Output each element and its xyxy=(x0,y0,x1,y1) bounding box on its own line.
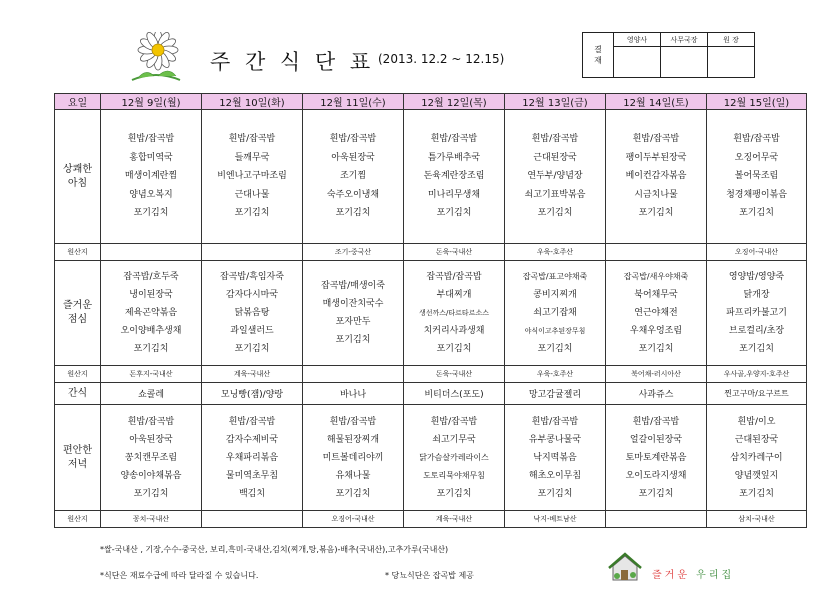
menu-item: 포기김치 xyxy=(436,488,472,499)
day-header: 12월 11일(수) xyxy=(303,94,404,110)
snack-row xyxy=(55,383,807,405)
origin-cell: 돈육-국내산 xyxy=(404,244,505,261)
house-logo-icon xyxy=(605,550,645,584)
meal-label-line: 편안한 xyxy=(63,444,92,456)
menu-item: 냉이된장국 xyxy=(129,290,173,300)
menu-item: 포기김치 xyxy=(234,208,270,219)
menu-item: 돈육계란장조림 xyxy=(423,171,485,182)
menu-item: 근대나물 xyxy=(234,189,270,200)
origin-cell xyxy=(202,244,303,261)
menu-item: 감자다시마국 xyxy=(225,290,279,300)
day-header-row xyxy=(55,94,807,110)
menu-item: 꽁치캔무조림 xyxy=(124,452,178,463)
origin-cell: 돈후지-국내산 xyxy=(101,366,202,383)
menu-item: 도토리묵야채무침 xyxy=(423,470,485,480)
weekly-menu-table xyxy=(54,93,807,528)
menu-item: 부대찌개 xyxy=(436,290,472,300)
menu-item: 포기김치 xyxy=(739,344,774,354)
menu-item: 포기김치 xyxy=(739,208,774,219)
daisy-flower-icon xyxy=(128,32,184,84)
menu-item: 시금치나물 xyxy=(634,189,678,200)
dinner-cell xyxy=(303,405,404,511)
lunch-row xyxy=(55,261,807,366)
menu-item: 틈가루배추국 xyxy=(427,152,481,163)
menu-item: 흰밥/잡곡밥 xyxy=(430,134,478,145)
menu-item: 치커리사과생채 xyxy=(423,326,485,336)
lunch-cell xyxy=(707,261,807,366)
origin-cell: 조기-중국산 xyxy=(303,244,404,261)
origin-cell: 우육-호주산 xyxy=(505,366,606,383)
menu-item: 포기김치 xyxy=(234,344,270,354)
menu-item: 삼치카레구이 xyxy=(730,452,783,463)
menu-item: 흰밥/잡곡밥 xyxy=(531,416,579,427)
menu-item: 콩비지찌개 xyxy=(533,290,577,300)
breakfast-cell xyxy=(101,110,202,244)
menu-item: 흰밥/잡곡밥 xyxy=(329,134,377,145)
menu-item: 감자수제비국 xyxy=(225,434,279,445)
menu-item: 흰밥/잡곡밥 xyxy=(228,134,276,145)
page-title: 주 간 식 단 표 xyxy=(210,50,375,74)
origin-cell: 계육-국내산 xyxy=(202,366,303,383)
origin-cell xyxy=(202,511,303,528)
meal-label-line: 상쾌한 xyxy=(63,163,92,175)
menu-item: 양송이야채볶음 xyxy=(120,470,182,481)
menu-item: 아욱된장국 xyxy=(129,434,173,445)
origin-cell xyxy=(303,366,404,383)
origin-label: 원산지 xyxy=(55,511,101,528)
day-header: 12월 12일(목) xyxy=(404,94,505,110)
menu-item: 포기김치 xyxy=(133,344,169,354)
lunch-cell xyxy=(303,261,404,366)
menu-item: 포기김치 xyxy=(537,488,573,499)
snack-cell: 바나나 xyxy=(303,383,404,405)
day-header: 12월 14일(토) xyxy=(606,94,707,110)
menu-item: 포기김치 xyxy=(739,488,774,499)
day-header: 12월 9일(월) xyxy=(101,94,202,110)
dinner-cell xyxy=(202,405,303,511)
origin-cell: 우육-호주산 xyxy=(505,244,606,261)
lunch-cell xyxy=(101,261,202,366)
origin-cell: 낙지-베트남산 xyxy=(505,511,606,528)
meal-label-lunch xyxy=(55,261,101,366)
menu-item: 유부콩나물국 xyxy=(528,434,582,445)
menu-item: 포기김치 xyxy=(537,344,573,354)
menu-item: 잡곡밥/흑임자죽 xyxy=(220,272,284,282)
origin-cell: 오징어-국내산 xyxy=(303,511,404,528)
menu-item: 미나리무생채 xyxy=(427,189,481,200)
origin-cell: 계육-국내산 xyxy=(404,511,505,528)
menu-item: 연근야채전 xyxy=(634,308,678,318)
menu-item: 파프리카불고기 xyxy=(726,308,787,318)
snack-cell: 찐고구마/요구르트 xyxy=(707,383,807,405)
lunch-cell xyxy=(505,261,606,366)
day-header: 12월 13일(금) xyxy=(505,94,606,110)
menu-item: 홍합미역국 xyxy=(129,152,173,163)
dinner-cell xyxy=(505,405,606,511)
footnote-diabetic: * 당뇨식단은 잡곡밥 제공 xyxy=(385,571,474,580)
origin-cell: 우사골,우양지-호주산 xyxy=(707,366,807,383)
breakfast-cell xyxy=(505,110,606,244)
menu-item: 흰밥/잡곡밥 xyxy=(329,416,377,427)
menu-item: 청경채팽이볶음 xyxy=(726,189,787,200)
menu-item: 제육곤약볶음 xyxy=(124,308,178,318)
logo-text xyxy=(652,566,734,581)
breakfast-cell xyxy=(303,110,404,244)
menu-item: 흰밥/잡곡밥 xyxy=(632,416,680,427)
dinner-origin-row xyxy=(55,511,807,528)
breakfast-origin-row xyxy=(55,244,807,261)
breakfast-cell xyxy=(202,110,303,244)
menu-item: 포기김치 xyxy=(335,335,371,345)
dinner-cell xyxy=(707,405,807,511)
menu-item: 베이컨감자볶음 xyxy=(625,171,687,182)
origin-cell xyxy=(606,511,707,528)
menu-item: 잡곡밥/흐두죽 xyxy=(123,272,179,282)
footnote-supply: *식단은 재료수급에 따라 달라질 수 있습니다. xyxy=(100,571,259,580)
approval-role-director: 원 장 xyxy=(708,33,755,47)
approval-label-top: 결 xyxy=(594,45,602,54)
meal-label-line: 즐거운 xyxy=(63,300,92,311)
snack-cell: 망고감귤젤리 xyxy=(505,383,606,405)
menu-item: 비엔나고구마조림 xyxy=(217,171,287,182)
menu-item: 매생이계란찜 xyxy=(124,171,178,182)
menu-item: 매생이잔치국수 xyxy=(322,299,384,309)
approval-role-manager: 사무국장 xyxy=(661,33,708,47)
menu-item: 닭볶음탕 xyxy=(234,308,270,318)
menu-item: 영양밥/영양죽 xyxy=(728,272,785,282)
menu-item: 포기김치 xyxy=(436,208,472,219)
menu-item: 포기김치 xyxy=(638,488,674,499)
menu-item: 유채나물 xyxy=(335,470,371,481)
origin-cell xyxy=(606,244,707,261)
approval-sign-dietitian xyxy=(614,47,661,78)
dinner-cell xyxy=(606,405,707,511)
approval-sign-manager xyxy=(661,47,708,78)
approval-label xyxy=(583,33,614,78)
menu-item: 물미역초무침 xyxy=(225,470,279,481)
menu-item: 흰밥/잡곡밥 xyxy=(531,134,579,145)
menu-item: 과일샐러드 xyxy=(230,326,274,336)
origin-cell xyxy=(101,244,202,261)
breakfast-cell xyxy=(606,110,707,244)
menu-item: 쇠고기표박볶음 xyxy=(524,189,586,200)
date-period: (2013. 12.2 ~ 12.15) xyxy=(378,52,505,66)
menu-item: 포기김치 xyxy=(133,488,169,499)
menu-item: 잡곡밥/표고야채죽 xyxy=(522,272,588,281)
page-header xyxy=(0,0,835,92)
approval-sign-director xyxy=(708,47,755,78)
menu-item: 잡곡밥/매생이죽 xyxy=(321,281,385,291)
meal-label-dinner xyxy=(55,405,101,511)
menu-item: 조기찜 xyxy=(339,171,367,182)
menu-item: 볼어묵조림 xyxy=(734,171,779,182)
menu-item: 브로컬리/초장 xyxy=(728,326,785,336)
snack-cell: 사과쥬스 xyxy=(606,383,707,405)
menu-item: 근대된장국 xyxy=(533,152,577,163)
lunch-cell xyxy=(202,261,303,366)
menu-item: 흰밥/잡곡밥 xyxy=(632,134,680,145)
menu-item: 포기김치 xyxy=(537,208,573,219)
menu-item: 팽이두부된장국 xyxy=(625,152,687,163)
dinner-cell xyxy=(101,405,202,511)
menu-item: 근대된장국 xyxy=(734,434,779,445)
corner-header: 요일 xyxy=(55,94,101,110)
menu-item: 북어채무국 xyxy=(634,290,678,300)
snack-cell: 모닝빵(잼)/양랑 xyxy=(202,383,303,405)
menu-item: 낙지떡볶음 xyxy=(533,452,577,463)
menu-item: 양념오복지 xyxy=(129,189,173,200)
approval-role-dietitian: 영양사 xyxy=(614,33,661,47)
dinner-row xyxy=(55,405,807,511)
snack-cell: 쇼콜레 xyxy=(101,383,202,405)
menu-item: 토마토계란볶음 xyxy=(625,452,687,463)
origin-label: 원산지 xyxy=(55,244,101,261)
meal-label-line: 저녁 xyxy=(67,458,88,470)
menu-item: 포기김치 xyxy=(638,344,674,354)
menu-item: 포기김치 xyxy=(335,488,371,499)
menu-item: 아욱된장국 xyxy=(331,152,375,163)
menu-item: 미트볼데리야끼 xyxy=(322,452,384,463)
menu-item: 얼갈이된장국 xyxy=(629,434,683,445)
menu-item: 흰밥/잡곡밥 xyxy=(127,134,175,145)
menu-item: 쇠고기무국 xyxy=(432,434,476,445)
meal-label-line: 점심 xyxy=(67,314,88,325)
menu-item: 잡곡밥/잡곡밥 xyxy=(426,272,482,282)
snack-cell: 비티더스(포도) xyxy=(404,383,505,405)
menu-item: 오이도라지생채 xyxy=(625,470,687,481)
logo-text-part: 우리집 xyxy=(696,570,735,581)
logo-text-part: 즐거운 xyxy=(652,570,690,581)
breakfast-cell xyxy=(707,110,807,244)
menu-item: 연두부/양념장 xyxy=(527,171,583,182)
menu-item: 포자만두 xyxy=(335,317,371,327)
menu-item: 닭가슴살카레라이스 xyxy=(419,452,489,462)
menu-item: 숙주오이냉채 xyxy=(326,189,380,200)
menu-item: 흰밥/잡곡밥 xyxy=(228,416,276,427)
day-header: 12월 15일(일) xyxy=(707,94,807,110)
menu-item: 포기김치 xyxy=(335,208,371,219)
origin-cell: 꽁치-국내산 xyxy=(101,511,202,528)
menu-item: 해초오이무침 xyxy=(528,470,582,481)
menu-item: 닭개장 xyxy=(743,290,770,300)
breakfast-row xyxy=(55,110,807,244)
menu-item: 해물된장찌개 xyxy=(326,434,380,445)
breakfast-cell xyxy=(404,110,505,244)
lunch-cell xyxy=(404,261,505,366)
meal-label-line: 아침 xyxy=(67,177,88,189)
menu-item: 생선까스/타르타르소스 xyxy=(419,309,489,317)
menu-item: 포기김치 xyxy=(436,344,472,354)
meal-label-breakfast xyxy=(55,110,101,244)
origin-label: 원산지 xyxy=(55,366,101,383)
origin-cell: 돈육-국내산 xyxy=(404,366,505,383)
menu-item: 야식이고추된장무침 xyxy=(524,327,586,335)
menu-item: 흰밥/잡곡밥 xyxy=(430,416,478,427)
menu-item: 오이양배추생채 xyxy=(120,326,182,336)
meal-label-snack: 간식 xyxy=(55,383,101,405)
menu-item: 우채파리볶음 xyxy=(225,452,279,463)
dinner-cell xyxy=(404,405,505,511)
lunch-origin-row xyxy=(55,366,807,383)
approval-label-bottom: 재 xyxy=(594,56,602,65)
menu-item: 들깨무국 xyxy=(234,152,270,163)
menu-item: 흰밥/잡곡밥 xyxy=(127,416,175,427)
menu-item: 양념깻잎지 xyxy=(734,470,779,481)
menu-item: 흰밥/잡곡밥 xyxy=(733,134,780,145)
menu-item: 백김치 xyxy=(238,488,266,499)
menu-item: 우채우엉조림 xyxy=(629,326,683,336)
menu-item: 잡곡밥/새우야채죽 xyxy=(623,272,689,281)
menu-item: 포기김치 xyxy=(133,208,169,219)
menu-item: 쇠고기잡채 xyxy=(533,308,577,318)
lunch-cell xyxy=(606,261,707,366)
origin-cell: 삼치-국내산 xyxy=(707,511,807,528)
approval-box xyxy=(582,32,755,78)
menu-item: 포기김치 xyxy=(638,208,674,219)
menu-item: 오징어무국 xyxy=(734,152,779,163)
day-header: 12월 10일(화) xyxy=(202,94,303,110)
footnote-origin: *쌀-국내산 , 기장,수수-중국산, 보리,흑미-국내산,김치(찌개,탕,볶음)-배추(국내산),고추가루(국내산) xyxy=(100,545,449,554)
origin-cell: 북어채-러시아산 xyxy=(606,366,707,383)
menu-item: 흰밥/이오 xyxy=(737,416,776,427)
origin-cell: 오징어-국내산 xyxy=(707,244,807,261)
